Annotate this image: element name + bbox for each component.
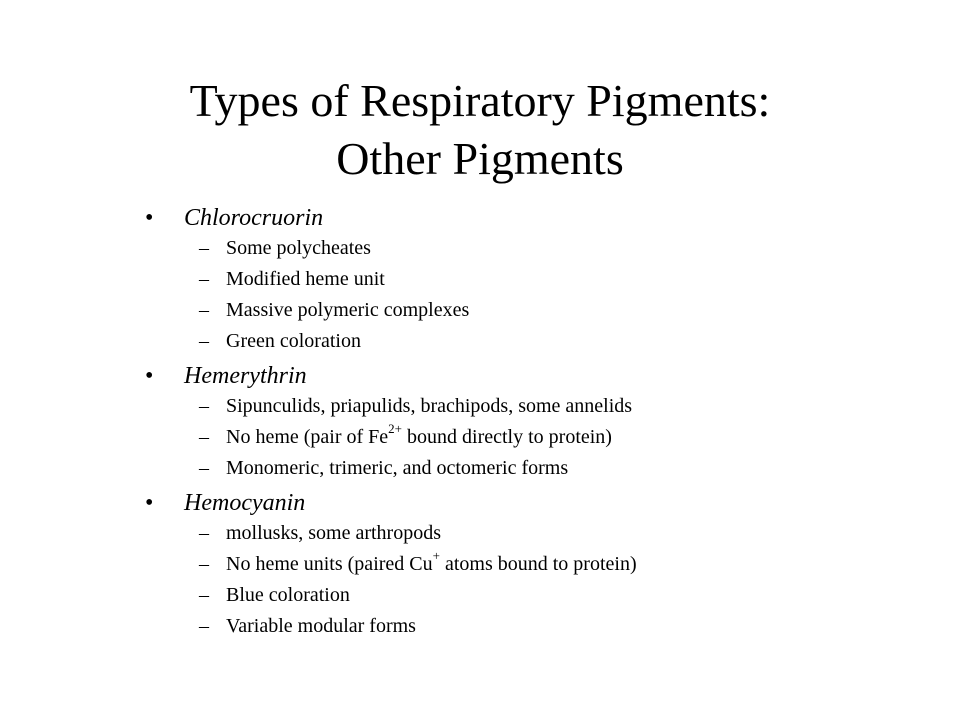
- sub-item-text: Massive polymeric complexes: [226, 299, 470, 321]
- bullet-icon: •: [145, 363, 154, 389]
- sub-list: [145, 233, 945, 357]
- sub-item-text: Monomeric, trimeric, and octomeric forms: [226, 457, 569, 479]
- bullet-hemocyanin: [145, 488, 945, 642]
- slide-content: [145, 203, 945, 642]
- sub-item: [145, 391, 945, 422]
- sub-item-text: Variable modular forms: [226, 615, 416, 637]
- superscript-charge: 2+: [388, 421, 403, 437]
- dash-icon: –: [199, 553, 209, 575]
- sub-item: [145, 233, 945, 264]
- sub-item: [145, 580, 945, 611]
- dash-icon: –: [199, 426, 209, 448]
- slide-title: [0, 72, 960, 188]
- dash-icon: –: [199, 395, 209, 417]
- sub-item: [145, 518, 945, 549]
- sub-list: [145, 518, 945, 642]
- bullet-heading-row: [145, 488, 945, 518]
- bullet-hemerythrin: [145, 361, 945, 484]
- superscript-charge: +: [432, 548, 440, 564]
- title-line-2: Other Pigments: [336, 133, 624, 184]
- dash-icon: –: [199, 237, 209, 259]
- dash-icon: –: [199, 584, 209, 606]
- dash-icon: –: [199, 268, 209, 290]
- bullet-icon: •: [145, 205, 154, 231]
- sub-item-text-post: atoms bound to protein): [439, 553, 637, 575]
- sub-item-text-pre: No heme units (paired Cu: [226, 553, 433, 575]
- sub-item: [145, 422, 945, 453]
- bullet-heading: Hemocyanin: [184, 490, 306, 516]
- bullet-heading: Chlorocruorin: [184, 205, 324, 231]
- bullet-chlorocruorin: [145, 203, 945, 357]
- sub-item: [145, 326, 945, 357]
- sub-item: [145, 295, 945, 326]
- bullet-heading: Hemerythrin: [184, 363, 307, 389]
- sub-item-text-post: bound directly to protein): [402, 426, 612, 448]
- sub-item-text: Some polycheates: [226, 237, 371, 259]
- sub-item: [145, 264, 945, 295]
- sub-item: [145, 611, 945, 642]
- sub-item-text: mollusks, some arthropods: [226, 522, 441, 544]
- sub-list: [145, 391, 945, 484]
- bullet-icon: •: [145, 490, 154, 516]
- sub-item-text: Sipunculids, priapulids, brachipods, some annelids: [226, 395, 633, 417]
- dash-icon: –: [199, 615, 209, 637]
- sub-item-text: Blue coloration: [226, 584, 350, 606]
- sub-item: [145, 453, 945, 484]
- dash-icon: –: [199, 457, 209, 479]
- bullet-heading-row: [145, 361, 945, 391]
- sub-item: [145, 549, 945, 580]
- title-line-1: Types of Respiratory Pigments:: [189, 75, 771, 126]
- sub-item-text: Green coloration: [226, 330, 361, 352]
- dash-icon: –: [199, 330, 209, 352]
- dash-icon: –: [199, 299, 209, 321]
- dash-icon: –: [199, 522, 209, 544]
- sub-item-text-pre: No heme (pair of Fe: [226, 426, 389, 448]
- bullet-heading-row: [145, 203, 945, 233]
- sub-item-text: Modified heme unit: [226, 268, 385, 290]
